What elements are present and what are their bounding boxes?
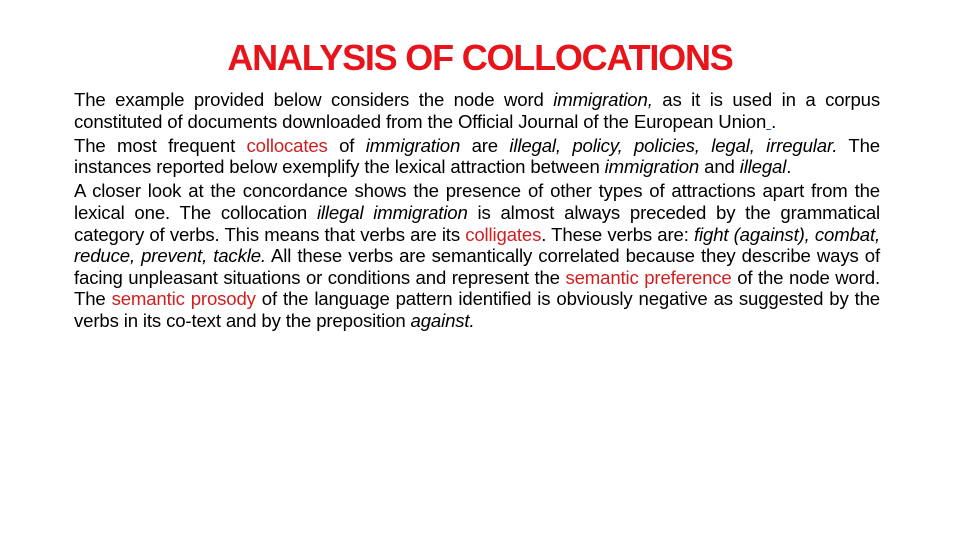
text-span: of: [327, 134, 366, 156]
term-colligates: colligates: [465, 223, 542, 245]
term-semantic-preference: semantic preference: [565, 266, 732, 288]
text-span: . These verbs are:: [541, 223, 694, 245]
text-span: .: [786, 156, 792, 178]
term-immigration: immigration,: [553, 89, 653, 110]
text-span: as it is used in a corpus constituted of documents downloaded from the Official Journal of the European Union: [74, 89, 880, 132]
term-collocates: collocates: [246, 134, 328, 156]
term-illegal: illegal: [739, 156, 787, 178]
slide-body: [74, 89, 880, 334]
term-semantic-prosody: semantic prosody: [111, 288, 256, 310]
text-span: The example provided below considers the node word: [74, 89, 554, 110]
text-span: .: [771, 110, 777, 132]
text-span: A closer look at the concordance shows the presence of other types of attractions apart from the lexical one. The collocation: [74, 180, 880, 223]
paragraph-concordance: [74, 180, 880, 331]
text-span: and: [699, 156, 740, 178]
text-span: All these verbs are semantically correlated because they describe ways of facing unpleasant situations or conditions and represent the: [74, 245, 880, 288]
paragraph-collocates: [74, 135, 880, 178]
slide-title: ANALYSIS OF COLLOCATIONS: [227, 37, 733, 78]
term-against: against.: [410, 309, 475, 331]
text-span: are: [460, 134, 510, 156]
text-span: of the node word. The: [74, 266, 880, 310]
collocate-list: illegal, policy, policies, legal, irregular.: [509, 134, 838, 156]
term-immigration: immigration: [604, 156, 700, 178]
paragraph-intro: [74, 89, 880, 132]
text-span: is almost always preceded by the grammatical category of verbs. This means that verbs are its: [74, 201, 881, 245]
text-span: The instances reported below exemplify the lexical attraction between: [74, 134, 880, 178]
term-immigration: immigration: [365, 134, 461, 156]
verb-list: fight (against), combat, reduce, prevent, tackle.: [74, 223, 880, 267]
text-span: The most frequent: [74, 134, 247, 156]
term-illegal-immigration: illegal immigration: [316, 201, 468, 223]
text-span: of the language pattern identified is obviously negative as suggested by the verbs in its co-text and by the preposition: [74, 288, 880, 331]
